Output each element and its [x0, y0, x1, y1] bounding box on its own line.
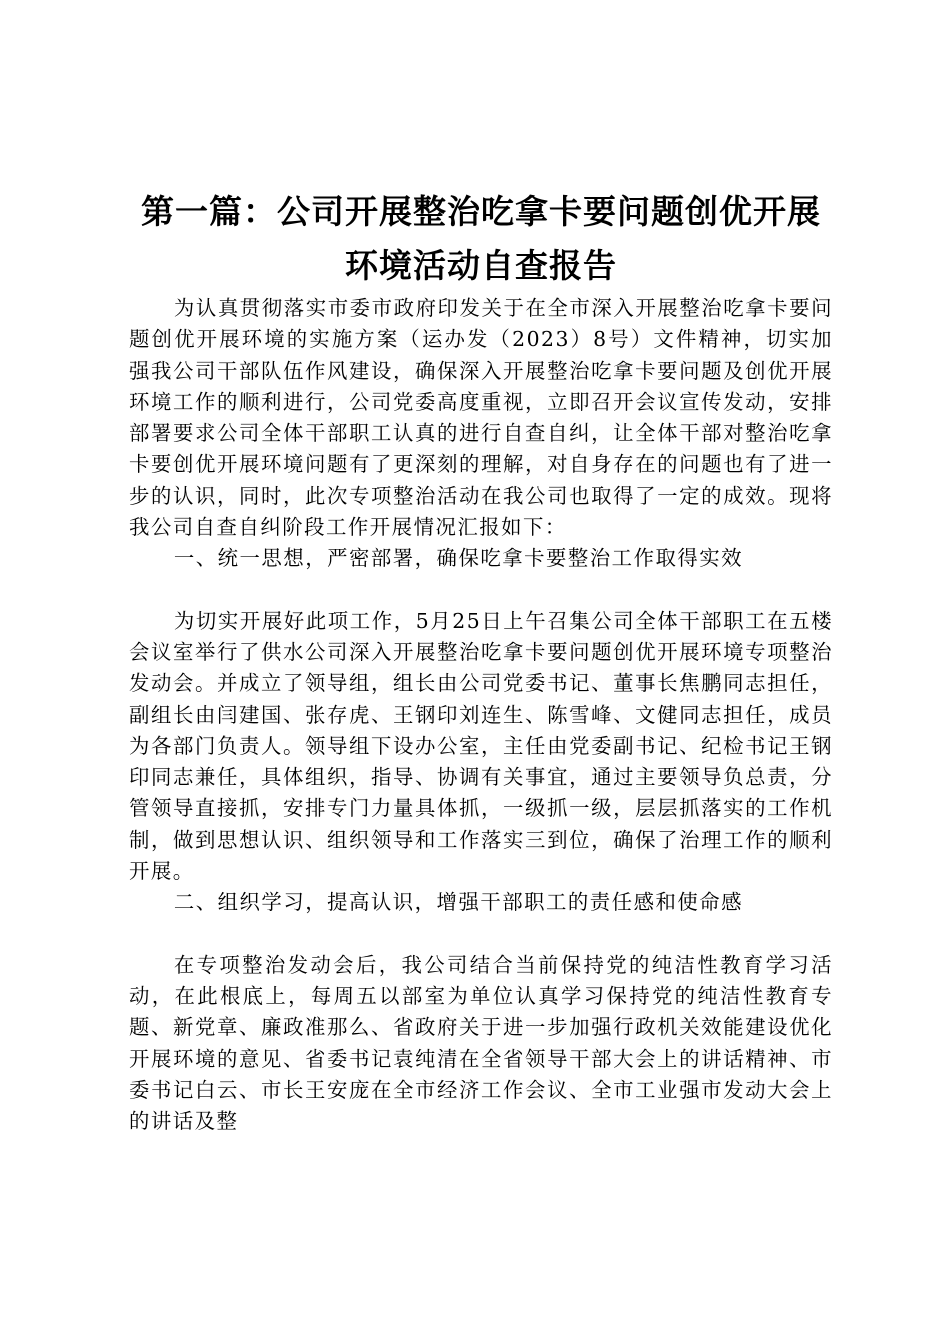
section-2-heading: 二、组织学习，提高认识，增强干部职工的责任感和使命感	[173, 890, 744, 915]
document-body	[129, 293, 833, 1137]
section-1-heading: 一、统一思想，严密部署，确保吃拿卡要整治工作取得实效	[173, 546, 744, 571]
section-1-paragraph: 为切实开展好此项工作，5月25日上午召集公司全体干部职工在五楼会议室举行了供水公司深入开展整治吃拿卡要问题创优开展环境专项整治发动会。并成立了领导组，组长由公司党委书记、董事长焦鹏同志担任，副组长由闫建国、张存虎、王钢印刘连生、陈雪峰、文健同志担任，成员为各部门负责人。领导组下设办公室，主任由党委副书记、纪检书记王钢印同志兼任，具体组织，指导、协调有关事宜，通过主要领导负总责，分管领导直接抓，安排专门力量具体抓，一级抓一级，层层抓落实的工作机制，做到思想认识、组织领导和工作落实三到位，确保了治理工作的顺利开展。	[129, 608, 833, 884]
intro-paragraph: 为认真贯彻落实市委市政府印发关于在全市深入开展整治吃拿卡要问题创优开展环境的实施方案（运办发（2023）8号）文件精神，切实加强我公司干部队伍作风建设，确保深入开展整治吃拿卡要问题及创优开展环境工作的顺利进行，公司党委高度重视，立即召开会议宣传发动，安排部署要求公司全体干部职工认真的进行自查自纠，让全体干部对整治吃拿卡要创优开展环境问题有了更深刻的理解，对自身存在的问题也有了进一步的认识，同时，此次专项整治活动在我公司也取得了一定的成效。现将我公司自查自纠阶段工作开展情况汇报如下：	[129, 296, 833, 540]
title-line-2: 环境活动自查报告	[345, 246, 617, 285]
title-line-1: 第一篇：公司开展整治吃拿卡要问题创优开展	[141, 192, 821, 231]
section-2-paragraph: 在专项整治发动会后，我公司结合当前保持党的纯洁性教育学习活动，在此根底上，每周五以部室为单位认真学习保持党的纯洁性教育专题、新党章、廉政准那么、省政府关于进一步加强行政机关效能建设优化开展环境的意见、省委书记袁纯清在全省领导干部大会上的讲话精神、市委书记白云、市长王安庞在全市经济工作会议、全市工业强市发动大会上的讲话及整	[129, 952, 833, 1134]
document-page	[129, 185, 833, 1137]
document-title	[129, 185, 833, 293]
